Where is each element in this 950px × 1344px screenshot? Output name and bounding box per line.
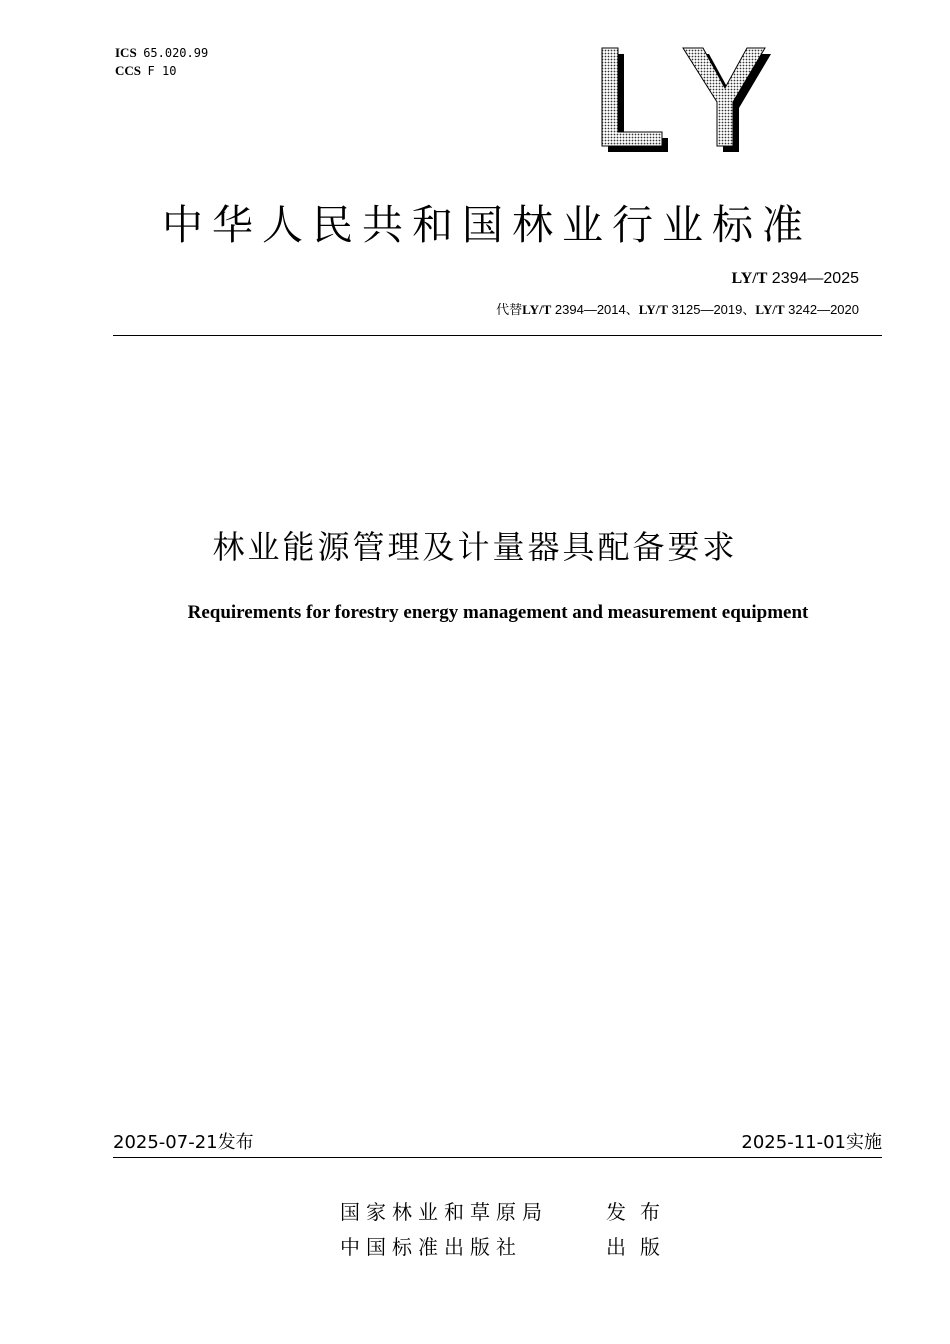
document-title-english: Requirements for forestry energy management and measurement equipment bbox=[187, 602, 809, 623]
publisher-printing bbox=[340, 1231, 674, 1260]
footer-divider bbox=[113, 1157, 882, 1158]
standard-number: LY/T 2394—2025 bbox=[731, 270, 859, 287]
issue-date: 2025-07-21发布 bbox=[113, 1132, 254, 1153]
publisher-action: 出版 bbox=[606, 1235, 674, 1259]
standard-category-title: 中华人民共和国林业行业标准 bbox=[162, 201, 812, 249]
document-title: 林业能源管理及计量器具配备要求 bbox=[212, 528, 738, 566]
ccs-code: CCS F 10 bbox=[115, 63, 177, 78]
ics-code: ICS 65.020.99 bbox=[115, 45, 209, 60]
publisher-issuing bbox=[340, 1196, 674, 1225]
replaces-standards: 代替LY/T 2394—2014、LY/T 3125—2019、LY/T 3242—2020 bbox=[496, 302, 859, 317]
classification-codes bbox=[115, 44, 208, 80]
publisher-name: 国家林业和草原局 bbox=[340, 1200, 548, 1224]
ly-logo-mark bbox=[598, 40, 773, 152]
publisher-action: 发布 bbox=[606, 1200, 674, 1224]
implementation-date: 2025-11-01实施 bbox=[741, 1132, 882, 1153]
header-divider bbox=[113, 335, 882, 336]
publisher-name: 中国标准出版社 bbox=[340, 1235, 522, 1259]
